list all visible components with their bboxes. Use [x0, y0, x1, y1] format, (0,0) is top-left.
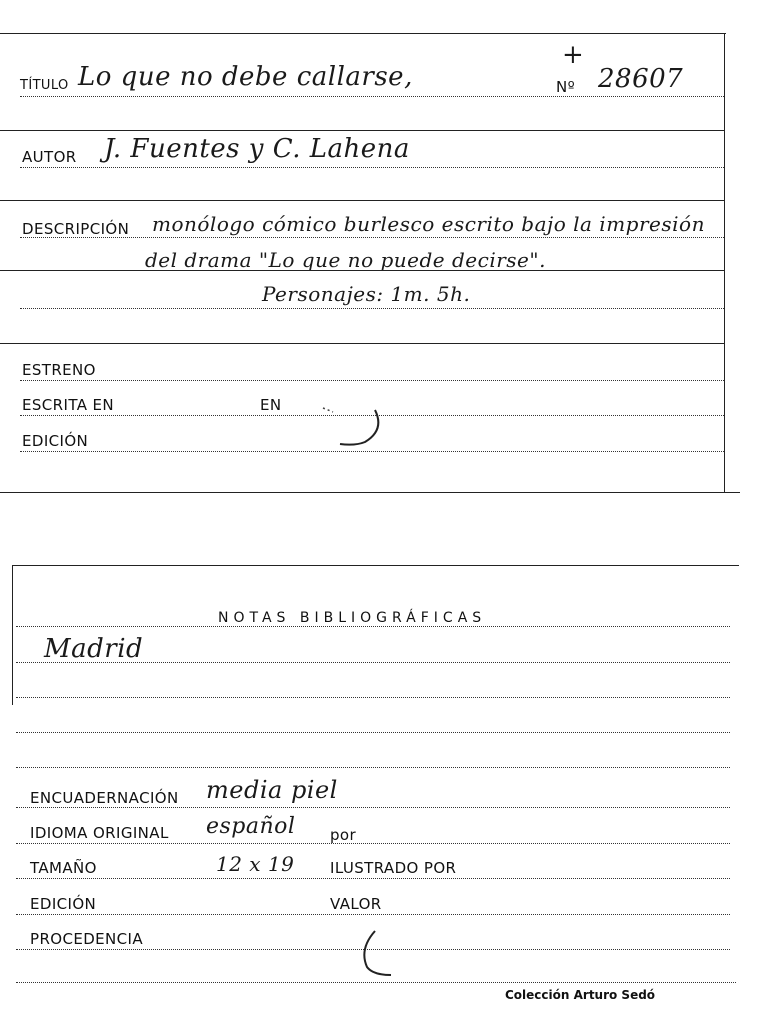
- estreno-label: ESTRENO: [22, 361, 96, 379]
- row-line: [0, 270, 724, 271]
- idioma-value: español: [206, 814, 296, 839]
- notas-line1: Madrid: [44, 634, 144, 664]
- numero-label: Nº: [556, 78, 576, 96]
- encuadernacion-label: ENCUADERNACIÓN: [30, 789, 179, 807]
- card-left-border: [12, 565, 13, 705]
- notas-line: [16, 767, 730, 768]
- por-label: por: [330, 826, 357, 844]
- edicion-label: EDICIÓN: [30, 895, 97, 913]
- idioma-label: IDIOMA ORIGINAL: [30, 824, 169, 842]
- tamano-line: [16, 878, 730, 879]
- row-line: [0, 343, 724, 344]
- edicion-line: [16, 914, 730, 915]
- titulo-label: TÍTULO: [20, 78, 69, 93]
- card-right-border: [724, 33, 725, 493]
- autor-value: J. Fuentes y C. Lahena: [104, 134, 410, 164]
- notas-line: [16, 697, 730, 698]
- descripcion-line3: Personajes: 1m. 5h.: [262, 282, 471, 306]
- encuadernacion-value: media piel: [206, 776, 338, 804]
- notas-heading: NOTAS BIBLIOGRÁFICAS: [218, 610, 487, 626]
- autor-label: AUTOR: [22, 148, 77, 166]
- idioma-line: [16, 843, 730, 844]
- autor-line: [20, 167, 724, 168]
- tamano-label: TAMAÑO: [30, 859, 97, 877]
- titulo-line: [20, 96, 724, 97]
- edicion-label: EDICIÓN: [22, 432, 89, 450]
- hole-punch-mark: [355, 925, 405, 980]
- estreno-line: [20, 380, 724, 381]
- row-line: [0, 200, 724, 201]
- titulo-value: Lo que no debe callarse,: [78, 62, 413, 92]
- descripcion-line: [20, 308, 724, 309]
- descripcion-line1: monólogo cómico burlesco escrito bajo la impresión: [152, 212, 705, 236]
- encuadernacion-line: [16, 807, 730, 808]
- valor-label: VALOR: [330, 895, 382, 913]
- collection-footer: Colección Arturo Sedó: [505, 988, 656, 1002]
- edicion-line: [20, 451, 724, 452]
- card-top-border: [12, 565, 739, 566]
- procedencia-label: PROCEDENCIA: [30, 930, 144, 948]
- card-bottom-border: [0, 492, 740, 493]
- notas-line: [16, 626, 730, 627]
- numero-mark: +: [562, 40, 585, 70]
- descripcion-label: DESCRIPCIÓN: [22, 220, 130, 238]
- card-bottom-line: [16, 982, 736, 983]
- escrita-en-label: ESCRITA EN: [22, 396, 115, 414]
- hole-punch-mark: [315, 400, 385, 450]
- notas-line: [16, 662, 730, 663]
- descripcion-line2: del drama "Lo que no puede decirse".: [145, 248, 546, 272]
- en-label: EN: [260, 396, 282, 414]
- card-top-border: [0, 33, 726, 34]
- ilustrado-label: ILUSTRADO POR: [330, 859, 457, 877]
- row-line: [0, 130, 724, 131]
- numero-value: 28607: [598, 64, 684, 94]
- tamano-value: 12 x 19: [216, 852, 295, 876]
- notas-line: [16, 732, 730, 733]
- descripcion-line: [20, 237, 724, 238]
